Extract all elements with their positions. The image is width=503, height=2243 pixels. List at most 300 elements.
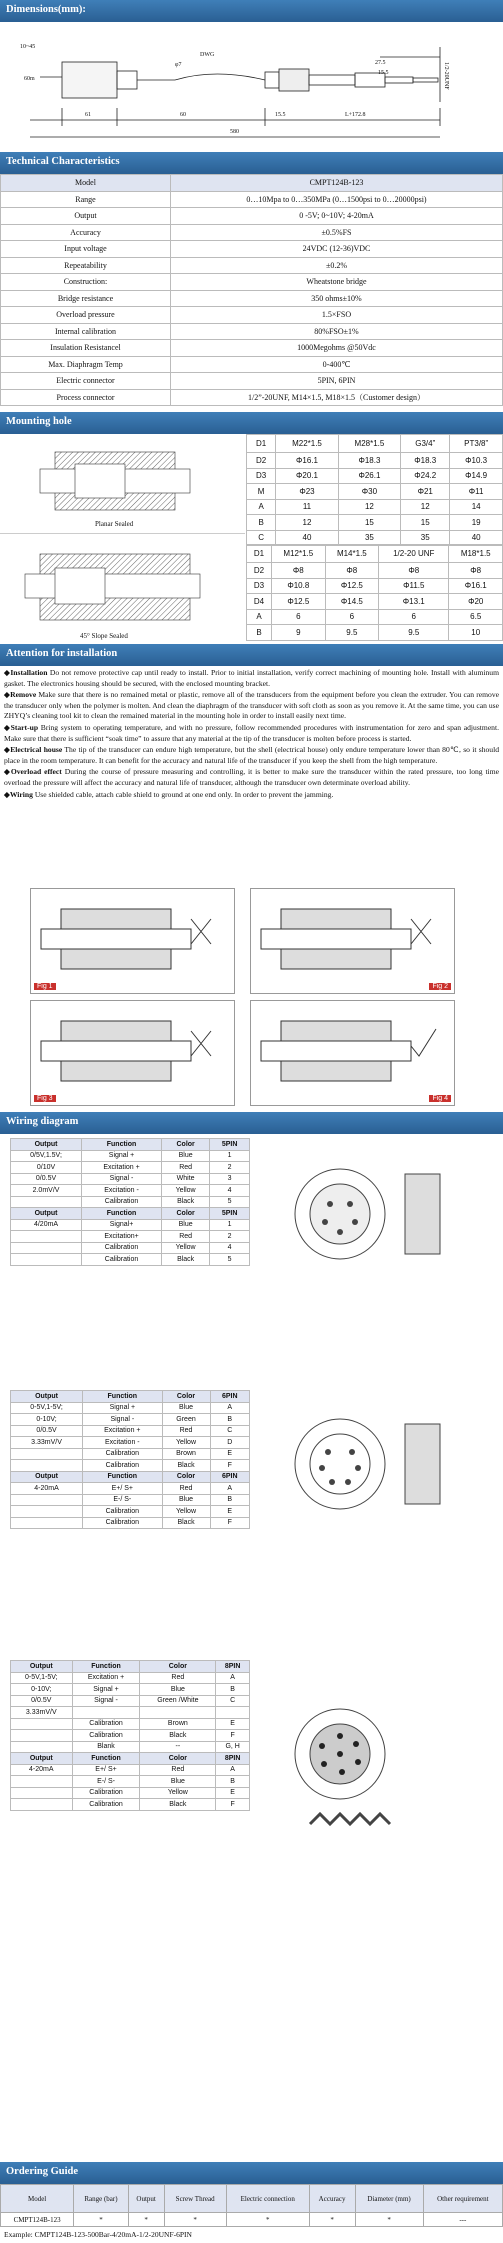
wiring-cell: 0/0.5V: [11, 1695, 73, 1707]
ordering-head-cell: Electric connection: [226, 2185, 309, 2213]
attention-title: ◆Overload effect: [4, 767, 62, 777]
mount-cell: 6: [325, 609, 379, 625]
wiring-cell: 0-5V,1-5V;: [11, 1672, 73, 1684]
wiring-cell: 2: [210, 1162, 250, 1174]
fig-3-drawing: [31, 1001, 236, 1107]
connector-6pin-drawing: [280, 1404, 460, 1544]
tech-value: 1.5×FSO: [171, 307, 503, 324]
mount-head-cell: M12*1.5: [272, 545, 326, 563]
wiring-cell: Excitation +: [82, 1162, 162, 1174]
wiring-cell: Calibration: [72, 1787, 140, 1799]
fig-4-panel: [250, 1000, 455, 1106]
ordering-head-cell: Model: [1, 2185, 74, 2213]
connector-5pin-drawing: [280, 1154, 460, 1294]
attention-body: The tip of the transducer can endure high temperature, but the shell (electrical house) only endure temperature lower than 80℃, so it should place in the room temperature. It can benefit for the accuracy and natural life of the transducer if you keep the shell from the high temperature.: [4, 745, 499, 765]
wiring-cell: [11, 1196, 82, 1208]
wiring-cell: 4-20mA: [11, 1483, 83, 1495]
mount-cell: D2: [247, 453, 276, 469]
tech-key: Overload pressure: [1, 307, 171, 324]
ordering-cell: *: [164, 2213, 226, 2227]
mount-row: [247, 468, 503, 484]
dim-label: DWG: [200, 52, 215, 58]
tech-key: Insulation Resistancel: [1, 340, 171, 357]
wiring-cell: Black: [162, 1254, 210, 1266]
mount-row: [247, 515, 503, 531]
wiring-row: [11, 1730, 250, 1742]
fig-4-label: Fig 4: [429, 1095, 451, 1102]
tech-key: Model: [1, 175, 171, 192]
ordering-head-cell: Accuracy: [309, 2185, 355, 2213]
mount-cell: 11: [276, 499, 338, 515]
mount-cell: D3: [247, 578, 272, 594]
wiring-row: [11, 1425, 250, 1437]
mount-cell: C: [247, 530, 276, 546]
wiring-row: [11, 1173, 250, 1185]
tech-value: 0 -5V; 0~10V; 4-20mA: [171, 208, 503, 225]
planar-drawing: [0, 434, 245, 534]
dim-label: 580: [230, 129, 239, 135]
mount-cell: 10: [449, 625, 503, 641]
wiring-cell: Calibration: [83, 1506, 162, 1518]
dim-label: 15.5: [378, 70, 389, 76]
tech-row: [1, 340, 503, 357]
mount-cell: D3: [247, 468, 276, 484]
wiring-cell: Blue: [162, 1402, 210, 1414]
wiring-cell: A: [216, 1764, 250, 1776]
wiring-cell: Black: [162, 1196, 210, 1208]
tech-row: [1, 373, 503, 390]
wiring-cell: Red: [162, 1483, 210, 1495]
wiring-cell: G, H: [216, 1741, 250, 1753]
wiring-cell: E+/ S+: [72, 1764, 140, 1776]
fig-4-drawing: [251, 1001, 456, 1107]
wiring-cell: Blank: [72, 1741, 140, 1753]
wiring-cell: [11, 1460, 83, 1472]
wiring-cell: 2.0mV/V: [11, 1185, 82, 1197]
attention-item: [4, 745, 499, 766]
wiring-cell: F: [210, 1517, 250, 1529]
wiring-cell: Black: [140, 1799, 216, 1811]
wiring-cell: [11, 1448, 83, 1460]
tech-value: 0…10Mpa to 0…350MPa (0…1500psi to 0…20000psi): [171, 191, 503, 208]
mount-cell: Φ20.1: [276, 468, 338, 484]
mount-cell: 6.5: [449, 609, 503, 625]
mount-cell: Φ11.5: [379, 578, 449, 594]
ordering-head-cell: Screw Thread: [164, 2185, 226, 2213]
wiring-head-cell: Output: [11, 1661, 73, 1673]
wiring-row: [11, 1787, 250, 1799]
mount-head-cell: D1: [247, 435, 276, 453]
wiring-cell: Blue: [162, 1494, 210, 1506]
mount-row: [247, 499, 503, 515]
mount-cell: Φ11: [450, 484, 503, 500]
attention-body: Bring system to operating temperature, and with no pressure, follow recommended procedures with instrumentation for zero and span adjustment. Make sure that there is sufficient “soak time” to assure that any material at the tip of the transducer is molten before process is started.: [4, 722, 499, 743]
wiring-cell: Signal +: [83, 1402, 162, 1414]
wiring-cell: [11, 1506, 83, 1518]
mount-cell: Φ18.3: [338, 453, 400, 469]
tech-value: 1/2”-20UNF, M14×1.5, M18×1.5（Customer design）: [171, 389, 503, 406]
wiring-row: [11, 1185, 250, 1197]
mount-head-cell: G3/4”: [401, 435, 450, 453]
wiring-row: [11, 1196, 250, 1208]
wiring-cell: 0/5V,1.5V;: [11, 1150, 82, 1162]
mount-cell: 12: [401, 499, 450, 515]
mount-cell: Φ8: [449, 563, 503, 579]
wiring-cell: 4: [210, 1242, 250, 1254]
wiring-cell: Red: [140, 1764, 216, 1776]
wiring-cell: Red: [140, 1672, 216, 1684]
mount-cell: 6: [379, 609, 449, 625]
wiring-cell: 3.33mV/V: [11, 1437, 83, 1449]
mount-head-cell: M22*1.5: [276, 435, 338, 453]
wiring-cell: 4-20mA: [11, 1764, 73, 1776]
ordering-cell: *: [128, 2213, 164, 2227]
wiring-cell: Calibration: [72, 1799, 140, 1811]
mount-cell: Φ24.2: [401, 468, 450, 484]
mount-cell: 35: [401, 530, 450, 546]
wiring-cell: Excitation -: [83, 1437, 162, 1449]
wiring-block-8pin: [10, 1660, 250, 1811]
wiring-cell: Signal -: [82, 1173, 162, 1185]
attention-title: ◆Electrical house: [4, 745, 63, 755]
wiring-cell: Blue: [140, 1684, 216, 1696]
wiring-block-5pin: [10, 1138, 250, 1266]
wiring-cell: 0-10V;: [11, 1414, 83, 1426]
wiring-cell: Calibration: [82, 1242, 162, 1254]
tech-row: [1, 307, 503, 324]
wiring-cell: Red: [162, 1162, 210, 1174]
ordering-head-cell: Other requirement: [423, 2185, 502, 2213]
wiring-cell: C: [210, 1425, 250, 1437]
wiring-cell: Calibration: [72, 1718, 140, 1730]
ordering-cell: CMPT124B-123: [1, 2213, 74, 2227]
wiring-cell: Blue: [140, 1776, 216, 1788]
mount-cell: A: [247, 609, 272, 625]
mount-cell: D2: [247, 563, 272, 579]
planar-caption: Planar Sealed: [95, 520, 134, 528]
mount-cell: 6: [272, 609, 326, 625]
tech-row: [1, 175, 503, 192]
attention-item: [4, 790, 499, 801]
slope-caption: 45° Slope Sealed: [80, 632, 128, 640]
dim-label: 61: [85, 112, 91, 118]
wiring-cell: C: [216, 1695, 250, 1707]
mount-head-cell: D1: [247, 545, 272, 563]
wiring-cell: Signal -: [83, 1414, 162, 1426]
mount-row: [247, 453, 503, 469]
wiring-cell: Yellow: [162, 1242, 210, 1254]
ordering-section: [0, 2184, 503, 2243]
wiring-cell: Black: [162, 1517, 210, 1529]
wiring-cell: Green /White: [140, 1695, 216, 1707]
wiring-cell: [11, 1494, 83, 1506]
tech-row: [1, 224, 503, 241]
attention-text: [0, 666, 503, 882]
mounting-section: [0, 434, 503, 644]
mount-cell: Φ12.5: [325, 578, 379, 594]
mount-cell: Φ30: [338, 484, 400, 500]
wiring-cell: Yellow: [162, 1185, 210, 1197]
attention-item: [4, 690, 499, 722]
wiring-cell: Blue: [162, 1219, 210, 1231]
wiring-cell: 1: [210, 1150, 250, 1162]
dim-label: 15.5: [275, 112, 286, 118]
tech-row: [1, 191, 503, 208]
mount-row: [247, 625, 503, 641]
wiring-head-cell: Color: [162, 1391, 210, 1403]
tech-value: 80%FSO±1%: [171, 323, 503, 340]
wiring-row: [11, 1799, 250, 1811]
wiring-head-cell: 8PIN: [216, 1661, 250, 1673]
tech-key: Input voltage: [1, 241, 171, 258]
wiring-cell: Excitation +: [72, 1672, 140, 1684]
wiring-cell: E+/ S+: [83, 1483, 162, 1495]
wiring-row: [11, 1494, 250, 1506]
tech-row: [1, 241, 503, 258]
tech-value: 1000Megohms @50Vdc: [171, 340, 503, 357]
mount-cell: Φ18.3: [401, 453, 450, 469]
wiring-head-cell: 6PIN: [210, 1471, 250, 1483]
tech-key: Accuracy: [1, 224, 171, 241]
wiring-cell: 0/10V: [11, 1162, 82, 1174]
wiring-head: [11, 1391, 250, 1403]
attention-title: ◆Remove: [4, 690, 37, 700]
dim-label: 10~45: [20, 44, 36, 50]
ordering-head-cell: Diameter (mm): [355, 2185, 423, 2213]
wiring-cell: 0-10V;: [11, 1684, 73, 1696]
wiring-head-cell: Function: [82, 1208, 162, 1220]
wiring-row: [11, 1764, 250, 1776]
wiring-cell: 3: [210, 1173, 250, 1185]
mount-cell: 15: [338, 515, 400, 531]
wiring-head-cell: Function: [83, 1391, 162, 1403]
wiring-head-cell: Output: [11, 1139, 82, 1151]
wiring-head-cell: 5PIN: [210, 1139, 250, 1151]
wiring-row: [11, 1718, 250, 1730]
mount-cell: Φ21: [401, 484, 450, 500]
tech-value: 0-400℃: [171, 356, 503, 373]
ordering-cell: *: [309, 2213, 355, 2227]
wiring-cell: 1: [210, 1219, 250, 1231]
wiring-cell: B: [216, 1776, 250, 1788]
attention-title: ◆Start-up: [4, 722, 39, 732]
wiring-cell: E: [216, 1787, 250, 1799]
wiring-cell: [11, 1254, 82, 1266]
wiring-cell: F: [210, 1460, 250, 1472]
connector-8pin-drawing: [280, 1694, 460, 1894]
wiring-row: [11, 1402, 250, 1414]
tech-key: Internal calibration: [1, 323, 171, 340]
wiring-cell: Signal -: [72, 1695, 140, 1707]
tech-row: [1, 356, 503, 373]
ordering-cell: *: [355, 2213, 423, 2227]
mount-row: [247, 609, 503, 625]
mount-cell: Φ14.9: [450, 468, 503, 484]
figures: [0, 884, 503, 1110]
dim-label: L+172.8: [345, 112, 366, 118]
mount-cell: 12: [338, 499, 400, 515]
tech-row: [1, 257, 503, 274]
mount-row: [247, 484, 503, 500]
mount-cell: Φ12.5: [272, 594, 326, 610]
mount-head-cell: M28*1.5: [338, 435, 400, 453]
attention-body: Do not remove protective cap until ready to install. Prior to initial installation, verify correct machining of mounting hole. Install with aluminum gasket. The electronics housing should be secured, with the enclosed mounting bracket.: [4, 668, 499, 688]
wiring-block-6pin: [10, 1390, 250, 1529]
attention-body: During the course of pressure measuring and controlling, it is better to make sure the transducer within the rated pressure, too long time overload the pressure will affect the accuracy and natural life of transducer, although the transducer own determinate overload ability.: [4, 767, 499, 787]
wiring-cell: 2: [210, 1231, 250, 1243]
dim-label: 27.5: [375, 60, 386, 66]
mount-cell: Φ20: [449, 594, 503, 610]
fig-1-drawing: [31, 889, 236, 995]
wiring-head-cell: Function: [72, 1753, 140, 1765]
wiring-cell: 0/0.5V: [11, 1425, 83, 1437]
wiring-section: [0, 1134, 503, 1912]
mounting-table-2-wrap: [246, 544, 503, 641]
wiring-head-cell: 5PIN: [210, 1208, 250, 1220]
dim-label: 60: [180, 112, 186, 118]
attention-body: Make sure that there is no remained metal or plastic, remove all of the transducers from the equipment before you clean the extruder. You can remove the transducer only when the polymer is molten. And clean the diaphragm of the transducer with soft cloth as soon as you remove it. At the same time, you can use ZHYQ’s cleaning tool kit to clean the remained material in the mounting hole in order to install easily next time.: [4, 690, 499, 721]
mount-row: [247, 594, 503, 610]
wiring-cell: Calibration: [82, 1196, 162, 1208]
ordering-table: [0, 2184, 503, 2227]
tech-row: [1, 323, 503, 340]
tech-key: Max. Diaphragm Temp: [1, 356, 171, 373]
wiring-head: [11, 1661, 250, 1673]
wiring-row: [11, 1695, 250, 1707]
mount-cell: 9.5: [325, 625, 379, 641]
fig-3-panel: [30, 1000, 235, 1106]
wiring-header: Wiring diagram: [0, 1112, 503, 1134]
wiring-row: [11, 1672, 250, 1684]
tech-row: [1, 290, 503, 307]
attention-item: [4, 767, 499, 788]
wiring-head-cell: 6PIN: [210, 1391, 250, 1403]
mount-cell: Φ16.1: [449, 578, 503, 594]
wiring-cell: Yellow: [140, 1787, 216, 1799]
wiring-row: [11, 1707, 250, 1719]
wiring-cell: B: [216, 1684, 250, 1696]
wiring-row: [11, 1414, 250, 1426]
mount-cell: Φ26.1: [338, 468, 400, 484]
wiring-cell: [72, 1707, 140, 1719]
ordering-cell: *: [226, 2213, 309, 2227]
tech-row: [1, 274, 503, 291]
wiring-cell: [11, 1231, 82, 1243]
mounting-table-1-wrap: [246, 434, 503, 546]
wiring-cell: [11, 1776, 73, 1788]
wiring-cell: [140, 1707, 216, 1719]
mounting-header: Mounting hole: [0, 412, 503, 434]
wiring-row: [11, 1506, 250, 1518]
wiring-row: [11, 1231, 250, 1243]
mount-cell: B: [247, 515, 276, 531]
tech-value: CMPT124B-123: [171, 175, 503, 192]
mount-cell: 19: [450, 515, 503, 531]
wiring-row: [11, 1242, 250, 1254]
mount-cell: Φ14.5: [325, 594, 379, 610]
wiring-cell: 5: [210, 1254, 250, 1266]
wiring-cell: Green: [162, 1414, 210, 1426]
tech-value: 5PIN, 6PIN: [171, 373, 503, 390]
fig-2-label: Fig 2: [429, 983, 451, 990]
mount-head: [247, 435, 503, 453]
mount-cell: Φ10.3: [450, 453, 503, 469]
wiring-cell: D: [210, 1437, 250, 1449]
mount-head-cell: M18*1.5: [449, 545, 503, 563]
wiring-head: [11, 1471, 250, 1483]
wiring-cell: E: [210, 1448, 250, 1460]
mount-cell: 15: [401, 515, 450, 531]
wiring-cell: B: [210, 1414, 250, 1426]
wiring-head-cell: Function: [83, 1471, 162, 1483]
wiring-cell: Excitation +: [83, 1425, 162, 1437]
wiring-cell: E-/ S-: [83, 1494, 162, 1506]
wiring-cell: 0-5V,1-5V;: [11, 1402, 83, 1414]
mount-cell: 40: [276, 530, 338, 546]
tech-key: Repeatability: [1, 257, 171, 274]
mount-cell: M: [247, 484, 276, 500]
wiring-cell: [11, 1718, 73, 1730]
wiring-cell: Calibration: [82, 1254, 162, 1266]
mounting-table-1: [246, 434, 503, 546]
dim-label: φ7: [175, 62, 182, 68]
mount-row: [247, 563, 503, 579]
wiring-head: [11, 1753, 250, 1765]
tech-value: 350 ohms±10%: [171, 290, 503, 307]
mount-cell: 14: [450, 499, 503, 515]
wiring-row: [11, 1776, 250, 1788]
attention-item: [4, 668, 499, 689]
wiring-cell: [11, 1741, 73, 1753]
wiring-row: [11, 1254, 250, 1266]
wiring-row: [11, 1219, 250, 1231]
slope-drawing: [0, 544, 245, 644]
wiring-row: [11, 1684, 250, 1696]
fig-3-label: Fig 3: [34, 1095, 56, 1102]
tech-value: 24VDC (12-36)VDC: [171, 241, 503, 258]
wiring-cell: Yellow: [162, 1437, 210, 1449]
ordering-head-cell: Range (bar): [74, 2185, 128, 2213]
wiring-row: [11, 1741, 250, 1753]
wiring-cell: E: [216, 1718, 250, 1730]
wiring-cell: Calibration: [83, 1460, 162, 1472]
mount-cell: Φ16.1: [276, 453, 338, 469]
mount-cell: Φ8: [272, 563, 326, 579]
wiring-cell: Black: [162, 1460, 210, 1472]
wiring-cell: A: [210, 1402, 250, 1414]
wiring-head-cell: 8PIN: [216, 1753, 250, 1765]
mount-cell: 9: [272, 625, 326, 641]
wiring-head-cell: Function: [82, 1139, 162, 1151]
wiring-head-cell: Output: [11, 1753, 73, 1765]
wiring-head-cell: Color: [140, 1753, 216, 1765]
wiring-row: [11, 1517, 250, 1529]
mount-head: [247, 545, 503, 563]
wiring-cell: Brown: [162, 1448, 210, 1460]
wiring-cell: Calibration: [72, 1730, 140, 1742]
wiring-cell: Signal+: [82, 1219, 162, 1231]
wiring-head-cell: Output: [11, 1391, 83, 1403]
mount-cell: 9.5: [379, 625, 449, 641]
mount-cell: B: [247, 625, 272, 641]
dim-label: 1/2-20UNF: [443, 62, 449, 90]
wiring-cell: Calibration: [83, 1517, 162, 1529]
attention-title: ◆Wiring: [4, 789, 33, 799]
wiring-head-cell: Output: [11, 1471, 83, 1483]
attention-item: [4, 723, 499, 744]
mount-cell: 35: [338, 530, 400, 546]
attention-header: Attention for installation: [0, 644, 503, 666]
